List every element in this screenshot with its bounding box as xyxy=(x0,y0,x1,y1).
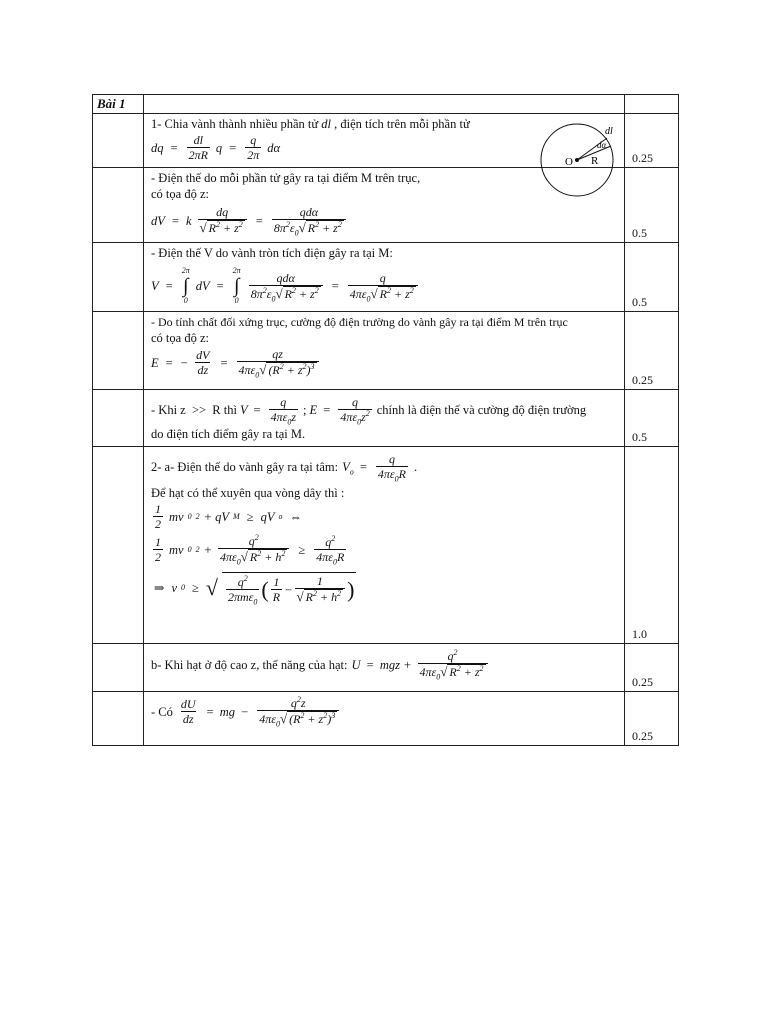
row-8-content xyxy=(144,692,625,746)
formula-energy-2: $\frac{1}{2}$ mv 0 2 + $\frac{q^2}{4\pi\varepsilon_0√ R^2 + h^2}$ ≥ $\frac{q^2}{4\pi\varepsilon_0R}$ xyxy=(155,533,345,567)
formula-dV: dV = k $\frac{dq}{√ R^2 + z^2}$ = $\frac{\text{qdα}}{8\pi^2\varepsilon_0√ R^2 + z^2}$ xyxy=(151,206,618,235)
label-dl: dl xyxy=(605,126,613,137)
label-dalpha: dα xyxy=(597,140,607,150)
label-R: R xyxy=(591,155,599,167)
row-8-line: - Có $\frac{dU}{dz}$ = mg − $\frac{q^2z}{4\pi\varepsilon_0√ (R^2 + z^2)^3}$ xyxy=(151,697,618,726)
score-8: 0.25 xyxy=(632,729,653,743)
row-4-content xyxy=(144,312,625,390)
formula-dq: dq = $\frac{dl}{2\pi R}$ q = $\frac{q}{2\pi}$ dα xyxy=(151,133,281,162)
row-7-content xyxy=(144,644,625,692)
row-3-text: - Điện thế V do vành tròn tích điện gây ra tại M: xyxy=(151,246,393,260)
row-4-text2: có tọa độ z: xyxy=(151,331,209,345)
label-O: O xyxy=(565,156,573,168)
row-6-content xyxy=(144,447,625,644)
score-4: 0.25 xyxy=(632,373,653,387)
row-4-text: - Do tính chất đối xứng trục, cường độ điện trường do vành gây ra tại điểm M trên trục xyxy=(151,315,568,329)
answer-table xyxy=(92,94,679,746)
row-2-text2: có tọa độ z: xyxy=(151,187,209,201)
formula-E: E = − $\frac{dV}{dz}$ = $\frac{qz}{4\pi\varepsilon_0√ (R^2 + z^2)^3}$ xyxy=(151,348,618,377)
score-2: 0.5 xyxy=(632,226,647,240)
row-1-content xyxy=(144,114,625,168)
row-5-line1: - Khi z >> R thì V = $\frac{q}{4\pi\varepsilon_0z}$ ; E = $\frac{q}{4\pi\varepsilon_0z^2}$ chính là điện thế và cường độ điện trường xyxy=(151,395,587,427)
formula-energy-1: $\frac{1}{2}$ mv 0 2 + qV M ≥ qV o ⇔ xyxy=(155,502,302,531)
row-6-text2: Để hạt có thể xuyên qua vòng dây thì : xyxy=(151,486,345,500)
header-cell: Bài 1 xyxy=(93,95,144,114)
header-score xyxy=(625,95,679,114)
row-3-content xyxy=(144,243,625,312)
score-3: 0.5 xyxy=(632,295,647,309)
formula-v0: ⇒ v 0 ≥ √ $\frac{q^2}{2\pi m\varepsilon_0}$ ( $\frac{1}{R}$ − $\frac{1}{√ R^2 + h^2}$ ) xyxy=(154,573,355,606)
header-empty xyxy=(144,95,625,114)
score-6: 1.0 xyxy=(632,627,647,641)
row-2-text: - Điện thế do mỗi phần tử gây ra tại điểm M trên trục, xyxy=(151,171,421,185)
row-5-text2: do điện tích điểm gây ra tại M. xyxy=(151,427,306,441)
score-7: 0.25 xyxy=(632,675,653,689)
row-6-line1: 2- a- Điện thế do vành gây ra tại tâm: $V_o$ = $\frac{q}{4\pi\varepsilon_0R}$ . xyxy=(151,452,418,484)
row-2-content xyxy=(144,168,625,243)
row-5-content xyxy=(144,390,625,447)
row-1-text: 1- Chia vành thành nhiều phần tử dl , điện tích trên mỗi phần tử xyxy=(151,117,470,131)
formula-V: V = 2π ∫ 0 dV = 2π ∫ 0 $\frac{\text{qdα}}{8\pi^2\varepsilon_0√ R^2 + z^2}$ = $\frac{q}{4\pi\varepsilon_0√ R^2 + z^2}$ xyxy=(151,263,618,309)
row-7-line: b- Khi hạt ở độ cao z, thế năng của hạt: U = mgz + $\frac{q^2}{4\pi\varepsilon_0√ R^2 + z^2}$ xyxy=(151,650,618,679)
score-1: 0.25 xyxy=(632,151,653,165)
score-5: 0.5 xyxy=(632,430,647,444)
